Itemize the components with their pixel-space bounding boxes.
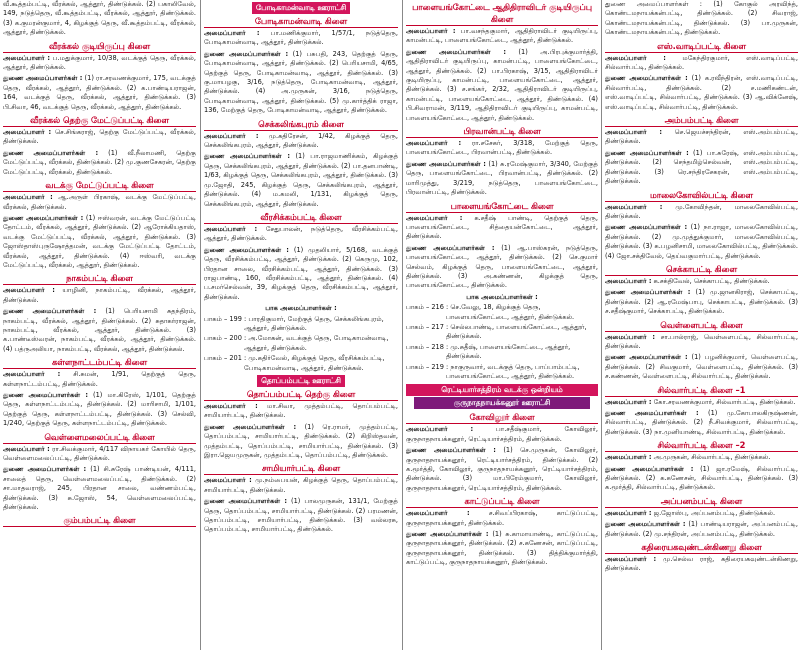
organiser-entry [406, 27, 598, 46]
organiser-entry [605, 398, 798, 407]
organiser-entry [204, 29, 398, 48]
deputy-entry [605, 465, 798, 493]
section-title: போடிகாமன்வாடி கிளை [204, 15, 398, 28]
ward-row [406, 363, 598, 382]
organiser-entry [605, 128, 798, 147]
organiser-entry [605, 509, 798, 518]
section-title: வீரக்கல் தெற்கு மேட்டுப்பட்டி கிளை [3, 114, 196, 127]
deputy-label: துணை அமைப்பாளர்கள் : [605, 464, 694, 473]
deputy-details: (1) பழனிக்குமார், வெள்ளைபட்டி, திண்டுக்கல். (2) சிவகுமார், வெள்ளைபட்டி, திண்டுக்கல். (3) ச.கண்ணன், வெள்ளைபட்டி, சில்வார்பட்டி, திண்டுக்கல். [605, 353, 798, 381]
organiser-entry [406, 425, 598, 444]
continued-text: வீ.கூத்தம்பட்டி, வீரக்கல், ஆத்தூர், திண்டுக்கல். (2) பகாலிவேல், 149, நடுத்தெரு, வீ.கூத்தம்பட்டி, வீரக்கல், ஆத்தூர், திண்டுக்கல். (3) க.குமரன்குமார், 4, கிழக்குத் தெரு, வீ.கூத்தம்பட்டி, வீரக்கல், ஆத்தூர், திண்டுக்கல். [3, 0, 196, 37]
organiser-label: அமைப்பாளர் : [605, 276, 652, 285]
organiser-entry [605, 453, 798, 462]
deputy-details: (1) வீ.நீலாமணி, தெற்கு மேட்டுப்பட்டி, வீரக்கல், திண்டுக்கல். (2) மு.குணசேகரன், தெற்கு மேட்டுப்பட்டி, வீரக்கல், திண்டுக்கல். [3, 148, 196, 176]
deputy-entry [3, 391, 196, 429]
deputy-entry [605, 520, 798, 539]
deputy-entry [406, 48, 598, 123]
deputy-details: (1) ஜா.ரமேஷ், சில்வார்பட்டி, திண்டுக்கல். (2) க.கணேசன், சில்வார்பட்டி, திண்டுக்கல். (3) க.மூர்த்தி, சில்வார்பட்டி, திண்டுக்கல். [605, 464, 798, 492]
column-3 [406, 0, 598, 650]
deputy-label: துணை அமைப்பாளர்கள் : [3, 148, 99, 157]
organiser-details: க.சதீஷ் பாண்டி, தெற்குத் தெரு, பாளையங்கோட்டை, சித்தையன்கோட்டை, ஆத்தூர், திண்டுக்கல். [406, 213, 598, 241]
column-4 [605, 0, 798, 650]
deputy-entry [406, 446, 598, 493]
deputy-entry [406, 530, 598, 568]
organiser-label: அமைப்பாளர் : [204, 131, 259, 140]
deputy-entry [3, 74, 196, 112]
deputy-label: துணை அமைப்பாளர்கள் : [204, 422, 297, 431]
deputy-details: (1) பாலமுருகன், 131/1, மேற்குத் தெரு, தொப்பம்பட்டி, சாமியார்பட்டி, திண்டுக்கல். (2) பரமணன், தொப்பம்பட்டி, சாமியார்பட்டி, திண்டுக்கல். (3) வல்லரசு, தொப்பம்பட்டி, சாமியார்பட்டி, திண்டுக்கல். [204, 497, 398, 534]
deputy-entry [605, 409, 798, 437]
organiser-entry [605, 333, 798, 352]
organiser-label: அமைப்பாளர் : [406, 139, 462, 148]
section-title: காட்டுப்பட்டி கிளை [406, 495, 598, 508]
deputy-entry [3, 214, 196, 270]
organiser-details: சி.சுமன், 1/91, தெற்குத் தெரு, கள்ளநாட்டம்பட்டி, திண்டுக்கல். [3, 370, 196, 388]
ward-organiser: : அ.மோகன், வடக்குத் தெரு, போடிகாமன்வாடி, ஆத்தூர், திண்டுக்கல். [244, 334, 389, 352]
section-title: கோவிலூர் கிளை [406, 411, 598, 424]
deputy-label: துணை அமைப்பாளர்கள் : [605, 223, 688, 232]
deputy-label: துணை அமைப்பாளர்கள் : [406, 159, 486, 168]
organiser-label: அமைப்பாளர் : [3, 370, 61, 379]
deputy-label: துணை அமைப்பாளர்கள் : [204, 245, 289, 254]
organiser-label: அமைப்பாளர் : [204, 224, 258, 233]
organiser-label: அமைப்பாளர் : [605, 128, 663, 137]
organiser-label: அமைப்பாளர் : [406, 27, 456, 35]
ward-organiser: : நாகுருவார், வடக்குத் தெரு, பாப்பாம்பட்டி, பாளையங்கோட்டை, ஆத்தூர், திண்டுக்கல். [446, 362, 580, 380]
deputy-details: (1) ஈஸ்வரன், வடக்கு மேட்டுப்பட்டி தோட்டம், வீரக்கல், ஆத்தூர், திண்டுக்கல். (2) ஆரோக்கியதாஸ், வடக்கு மேட்டுப்பட்டி, வீரக்கல், ஆத்தூர், திண்டுக்கல். (3) ஜோஸ்தாஸ்புருஷோத்தமன், வடக்கு மேட்டுப்பட்டி தோட்டம், வீரக்கல், ஆத்தூர், திண்டுக்கல். (4) ஈஸ்வரி, வடக்கு மேட்டுப்பட்டி, வீரக்கல், ஆத்தூர், திண்டுக்கல். [3, 213, 196, 269]
deputy-details: (1) மா.கிரேஸ், 1/101, தெற்குத் தெரு, கள்ளநாட்டம்பட்டி, திண்டுக்கல். (2) மாரிசாமி, 1/101, தெற்குத் தெரு, கள்ளநாட்டம்பட்டி, திண்டுக்கல். (3) செல்வி, 1/240, தெற்குத் தெரு, கள்ளநாட்டம்பட்டி, திண்டுக்கல். [3, 391, 196, 428]
ward-number: பாகம் – 217 [406, 322, 444, 331]
organiser-entry [204, 476, 398, 495]
organiser-details: ச.சிவப்பிரகாஷ், காட்டுப்பட்டி, குருநாதநாயக்கனூர், திண்டுக்கல். [406, 509, 598, 527]
organiser-label: அமைப்பாளர் : [605, 53, 666, 62]
deputy-entry [605, 149, 798, 187]
deputy-label: துணை அமைப்பாளர்கள் : [605, 288, 691, 297]
organiser-entry [605, 277, 798, 286]
ward-organiser: : பாரதிகுமார், மேற்குத் தெரு, செக்கலிங்கபுரம், ஆத்தூர், திண்டுக்கல். [244, 314, 384, 332]
ward-number: பாகம் – 219 [406, 362, 444, 371]
ward-row [406, 343, 598, 362]
deputy-entry [204, 50, 398, 116]
organiser-label: அமைப்பாளர் : [204, 476, 252, 485]
organiser-label: அமைப்பாளர் : [3, 193, 53, 202]
ward-number: பாகம் – 199 [204, 314, 242, 323]
section-title: கதிரையகவுண்டன்கிணறு கிளை [605, 541, 798, 554]
ward-organiser: : செல்லபாண்டி, பாளையங்கோட்டை, ஆத்தூர், திண்டுக்கல். [446, 322, 587, 341]
organiser-details: அ.முருகன், சில்வார்பட்டி, திண்டுக்கல். [653, 453, 771, 462]
deputy-label: துணை அமைப்பாளர்கள் : [406, 47, 506, 56]
organiser-details: மு.கதிரேசன், 1/42, கிழக்குத் தெரு, செக்கலிங்கபுரம், ஆத்தூர், திண்டுக்கல். [204, 131, 398, 150]
organiser-entry [406, 214, 598, 242]
deputy-details: (1) மு.கோபாலகிருஷ்ணன், சில்வார்பட்டி, திண்டுக்கல். (2) நீ.சிவக்குமார், சில்வார்பட்டி, திண்டுக்கல். (3) நா.முனியாண்டி, சில்வார்பட்டி, திண்டுக்கல். [605, 409, 798, 436]
deputy-details: (1) நா.ராஜா, மாலைகோவில்பட்டி, திண்டுக்கல். (2) மு.முத்துக்குமார், மாலைகோவில்பட்டி, திண்டுக்கல். (3) க.பழனிசாமி, மாலைகோவில்பட்டி, திண்டுக்கல். (4) ஜோ.சக்திவேல், தெய்வகுமார்பட்டி, திண்டுக்கல். [605, 223, 798, 260]
organiser-details: யாழினி, நாகம்பட்டி, வீரக்கல், ஆத்தூர், திண்டுக்கல். [3, 286, 196, 304]
deputy-details: (1) சு.காமாயாண்டி, காட்டுப்பட்டி, குருநாதநாயக்கனூர், திண்டுக்கல். (2) ச.கணேசன், காட்டுப்பட்டி, குருநாதநாயக்கனூர், திண்டுக்கல். (3) தித்திக்குமார்த்தி, காட்டுப்பட்டி, குருநாதநாயக்கனூர், திண்டுக்கல். [406, 530, 598, 567]
ward-number: பாகம் – 200 [204, 334, 242, 343]
organiser-details: ரா.சசேகர், 3/318, மேற்குத் தெரு, பாளையங்கோட்டை, பிரவான்பட்டி, திண்டுக்கல். [406, 139, 598, 157]
organiser-details: பா.வசந்தகுமார், ஆதிதிராவிடர் குடியிருப்பு, காமன்பட்டி, பாளையங்கோட்டை, ஆத்தூர், திண்டுக்கல். [406, 27, 598, 45]
section-title: அப்பனம்பட்டி கிளை [605, 495, 798, 508]
organiser-entry [605, 555, 798, 574]
ward-row [204, 354, 398, 373]
deputy-details: (1) பா.சுரேஷ், எஸ்.அம்பம்பட்டி, திண்டுக்கல். (2) செந்தமிழ்செல்வன், எஸ்.அம்பம்பட்டி, திண்டுக்கல். (3) ரெ.சந்திரசேகரன், எஸ்.அம்பம்பட்டி, திண்டுக்கல். [605, 148, 798, 186]
organiser-details: பா.மணிக்குமார், 1/57/1, நடுத்தெரு, போடிகாமன்வாடி, ஆத்தூர், திண்டுக்கல். [204, 29, 398, 47]
organiser-entry [3, 128, 196, 147]
ward-number: பாகம் – 216 [406, 303, 444, 312]
deputy-label: துணை அமைப்பாளர்கள் : [605, 353, 688, 362]
union-banner: ரெட்டியார்சத்திரம் வடக்கு ஒன்றியம் [406, 384, 598, 396]
organiser-entry [406, 509, 598, 528]
deputy-entry [204, 497, 398, 535]
organiser-entry [605, 203, 798, 222]
organiser-details: ஆ.அருள் பிரகாஷ், வடக்கு மேட்டுப்பட்டி, வீரக்கல், திண்டுக்கல். [3, 193, 196, 211]
section-title: மாலைகோவில்பட்டி கிளை [605, 189, 798, 202]
section-title: அம்பம்பட்டி கிளை [605, 114, 798, 127]
organiser-label: அமைப்பாளர் : [3, 53, 51, 62]
deputy-label: துணை அமைப்பாளர்கள் : [204, 152, 291, 161]
section-title: பிரவான்பட்டி கிளை [406, 125, 598, 138]
organiser-details: சா.பால்ராஜ், வெள்ளைபட்டி, சில்வார்பட்டி, திண்டுக்கல். [605, 332, 798, 350]
deputy-details: (1) முதலியார், 5/168, வடக்குத் தெரு, வீரசிக்கம்பட்டி, ஆத்தூர், திண்டுக்கல். (2) கெருமு, 102, பிரதான சாலை, வீரசிக்கம்பட்டி, ஆத்தூர், திண்டுக்கல். (3) ராஜபாண்டி, 160, வீரசிக்கம்பட்டி, ஆத்தூர், திண்டுக்கல். (4) ப.சமர்செல்வன், 39, கிழக்குத் தெரு, வீரசிக்கம்பட்டி, ஆத்தூர், திண்டுக்கல். [204, 245, 398, 301]
deputy-entry [605, 288, 798, 316]
deputy-label: துணை அமைப்பாளர்கள் : [406, 530, 489, 539]
organiser-details: ரா.சிவக்குமார், 4/117 விநாயகர் கோயில் தெரு, வெள்ளைமலைப்பட்டி, திண்டுக்கல். [3, 444, 196, 463]
section-title: வெள்ளைமலைப்பட்டி கிளை [3, 431, 196, 444]
organiser-entry [3, 286, 196, 305]
organiser-label: அமைப்பாளர் : [605, 332, 656, 341]
column-1 [3, 0, 196, 650]
deputy-entry [406, 244, 598, 291]
organiser-entry [204, 225, 398, 244]
panchayat-banner: தொப்பம்பட்டி ஊராட்சி [257, 375, 345, 387]
section-title: செக்காபட்டி கிளை [605, 263, 798, 276]
organiser-details: மு.கோவிந்தன், மாலைகோவில்பட்டி, திண்டுக்கல். [605, 202, 798, 220]
ward-row [204, 315, 398, 334]
deputy-label: துணை அமைப்பாளர்கள் : [204, 497, 288, 506]
organiser-entry [3, 54, 196, 73]
section-title: தொப்பம்பட்டி தெற்கு கிளை [204, 388, 398, 401]
deputy-label: துணை அமைப்பாளர்கள் : [605, 74, 688, 83]
organiser-label: அமைப்பாளர் : [605, 555, 657, 564]
ward-row [406, 303, 598, 322]
organiser-entry [605, 54, 798, 73]
deputy-details: (1) பா.ராஜமாணிக்கம், கிழக்குத் தெரு, செக்கலிங்கபுரம், ஆத்தூர், திண்டுக்கல். (2) பா.தனபாண்டி, 1/63, கிழக்குத் தெரு, செக்கலிங்கபுரம், ஆத்தூர், திண்டுக்கல். (3) மு.ஜோதி, 245, கிழக்குத் தெரு, செக்கலிங்கபுரம், ஆத்தூர், திண்டுக்கல். (4) ம.கமலி, 1/131, கிழக்குத் தெரு, செக்கலிங்கபுரம், ஆத்தூர், திண்டுக்கல். [204, 152, 398, 208]
organiser-entry [406, 139, 598, 158]
ward-organiser: : மு.சுதீஷ், பாளையங்கோட்டை, ஆத்தூர், திண்டுக்கல். [446, 342, 571, 361]
organiser-details: ப.மதுக்குமார், 10/38, வடக்குத் தெரு, வீரக்கல், ஆத்தூர், திண்டுக்கல். [3, 53, 196, 72]
deputy-entry [3, 465, 196, 512]
deputy-label: துணை அமைப்பாளர்கள் : [3, 307, 97, 316]
column-2 [204, 0, 398, 650]
deputy-label: துணை அமைப்பாளர்கள் : [3, 213, 84, 222]
deputy-label: துணை அமைப்பாளர்கள் : [605, 520, 686, 529]
deputy-details: (1) பெரியசாமி சுதந்திரம், நாகம்பட்டி, வீரக்கல், ஆத்தூர், திண்டுக்கல். (2) சுதாகர்ராஜன், நாகம்பட்டி, வீரக்கல், ஆத்தூர், திண்டுக்கல். (3) க.பாண்டீஸ்வரன், நாகம்பட்டி, வீரக்கல், ஆத்தூர், திண்டுக்கல். (4) பத்ருஅலியா, நாகம்பட்டி, வீரக்கல், ஆத்தூர், திண்டுக்கல். [3, 307, 196, 353]
organiser-entry [3, 193, 196, 212]
ward-organisers-heading: பாக அமைப்பாளர்கள் : [265, 304, 337, 313]
section-title: கள்ளநாட்டம்பட்டி கிளை [3, 356, 196, 369]
section-title: வீரக்கல் குடியிருப்பு கிளை [3, 40, 196, 53]
organiser-label: அமைப்பாளர் : [605, 397, 652, 406]
organiser-entry [3, 370, 196, 389]
deputy-details: (1) பாண்டியராஜன், அப்பனம்பட்டி, திண்டுக்கல். (2) மு.சந்திரன், அப்பனம்பட்டி, திண்டுக்கல். [605, 520, 798, 538]
panchayat-banner: போடிகாமன்வாடி ஊராட்சி [252, 2, 350, 14]
organiser-details: மா.சிவா, முத்தம்பட்டி, தொப்பம்பட்டி, சாமியார்பட்டி, திண்டுக்கல். [204, 402, 398, 420]
ward-organiser: : மு.கதிர்வேல், கிழக்குத் தெரு, வீரசிக்கம்பட்டி, போடிகாமன்வாடி, ஆத்தூர், திண்டுக்கல். [244, 354, 385, 372]
deputy-details: (1) ரா.சரவணக்குமார், 175, வடக்குத் தெரு, வீரக்கல், ஆத்தூர், திண்டுக்கல். (2) க.பாண்டியராஜன், 164, வடக்குத் தெரு, வீரக்கல், ஆத்தூர், திண்டுக்கல். (3) பி.சிவா, 46, வடக்குத் தெரு, வீரக்கல், ஆத்தூர், திண்டுக்கல். [3, 74, 196, 111]
organiser-label: அமைப்பாளர் : [204, 402, 258, 410]
organiser-details: மு.செல்வ ராஜ், கதிரையகவுண்டன்கிணறு, திண்டுக்கல். [605, 555, 798, 573]
ward-organisers-heading: பாக அமைப்பாளர்கள் : [466, 292, 538, 301]
deputy-details: (1) பசுபதி, 243, தெற்குத் தெரு, போடிகாமன்வாடி, ஆத்தூர், திண்டுக்கல். (2) பெரியசாமி, 4/65, தெற்குத் தெரு, போடிகாமன்வாடி, ஆத்தூர், திண்டுக்கல். (3) கு.மாயழகு, 3/16, நடுத்தெரு, போடிகாமன்வாடி, ஆத்தூர், திண்டுக்கல். (4) அ.முருகன், 3/16, நடுத்தெரு, போடிகாமன்வாடி, ஆத்தூர், திண்டுக்கல். (5) மு.கார்த்திக் ராஜா, 136, மேற்குத் தெரு, போடிகாமன்வாடி, ஆத்தூர், திண்டுக்கல். [204, 49, 398, 115]
deputy-label: துணை அமைப்பாளர்கள் : [605, 148, 689, 157]
deputy-label: துணை அமைப்பாளர்கள் : [3, 391, 89, 399]
deputy-entry [605, 74, 798, 112]
continued-text: துணை அமைப்பாளர்கள் : (1) கோகுல் அரவிந்த், கொண்டமநாயக்கன்பட்டி, திண்டுக்கல். (2) சிவராஜ், கொண்டமநாயக்கன்பட்டி, திண்டுக்கல். (3) பா.முருகன், கொண்டமநாயக்கன்பட்டி, திண்டுக்கல். [605, 0, 798, 37]
deputy-entry [204, 246, 398, 302]
deputy-entry [605, 223, 798, 261]
deputy-details: (1) ஆ.பாஸ்கரன், நடுத்தெரு, பாளையங்கோட்டை, ஆத்தூர், திண்டுக்கல். (2) செ.குமார் செல்வம், கிழக்குத் தெரு, பாளையங்கோட்டை, ஆத்தூர், திண்டுக்கல். (3) அ.கண்ணன், கிழக்குத் தெரு, பாளையங்கோட்டை, திண்டுக்கல். [406, 243, 598, 290]
deputy-entry [3, 307, 196, 354]
deputy-label: துணை அமைப்பாளர்கள் : [406, 446, 496, 455]
panchayat-banner: குருநாதநாயக்கனூர் ஊராட்சி [414, 397, 590, 409]
organiser-details: ஜ.ஜோஸ்பு, அப்பனம்பட்டி, திண்டுக்கல். [653, 508, 776, 517]
section-title: சில்வார்பட்டி கிளை –2 [605, 439, 798, 452]
organiser-details: செ.ஜெயச்சந்திரன், எஸ்.அம்பம்பட்டி, திண்டுக்கல். [605, 128, 798, 146]
section-title: பாளையங்கோட்டை கிளை [406, 200, 598, 213]
section-title: செக்கலிங்கபுரம் கிளை [204, 118, 398, 131]
organiser-entry [204, 132, 398, 151]
deputy-label: துணை அமைப்பாளர்கள் : [3, 465, 87, 474]
organiser-details: சேதுபாலன், நடுத்தெரு, வீரசிக்கம்பட்டி, ஆத்தூர், திண்டுக்கல். [204, 224, 398, 243]
organiser-label: அமைப்பாளர் : [204, 29, 260, 37]
organiser-label: அமைப்பாளர் : [406, 425, 474, 434]
deputy-details: (1) மு.ஜானகிராஜ், செக்காபட்டி, திண்டுக்கல். (2) ஆ.ரமேஷ்பாபு, செக்காபட்டி, திண்டுக்கல். (3) ச.சதீஷ்குமார், செக்காபட்டி, திண்டுக்கல். [605, 288, 798, 316]
deputy-details: (1) அ.பிரபுக்குமார்த்தி, ஆதிதிராவிடர் குடியிருப்பு, காமன்பட்டி, பாளையங்கோட்டை, ஆத்தூர், திண்டுக்கல். (2) பா.பிரகாஷ், 3/15, ஆதிதிராவிடர் குடியிருப்பு, காமன்பட்டி, பாளையங்கோட்டை, ஆத்தூர், திண்டுக்கல். (3) ச.சங்கர், 2/32, ஆதிதிராவிடர் குடியிருப்பு, காமன்பட்டி, பாளையங்கோட்டை, ஆத்தூர், திண்டுக்கல். (4) பி.சிவராமன், 3/119, ஆதிதிராவிடர் குடியிருப்பு, காமன்பட்டி, பாளையங்கோட்டை, ஆத்தூர், திண்டுக்கல். [406, 47, 598, 122]
organiser-details: கோ.சரவணக்குமார், சில்வார்பட்டி, திண்டுக்கல். [653, 397, 796, 406]
organiser-details: மு.நம்பையன், கிழக்குத் தெரு, தொப்பம்பட்டி, சாமியார்பட்டி, திண்டுக்கல். [204, 476, 398, 494]
deputy-entry [406, 160, 598, 198]
deputy-label: துணை அமைப்பாளர்கள் : [204, 49, 289, 58]
ward-organiser: : செ.வேலு, 18, கிழக்குத் தெரு, பாளையங்கோட்டை, ஆத்தூர், திண்டுக்கல். [446, 303, 575, 321]
column-divider [402, 0, 403, 650]
deputy-entry [204, 152, 398, 208]
section-title: வடக்கு மேட்டுப்பட்டி கிளை [3, 179, 196, 192]
organiser-label: அமைப்பாளர் : [605, 453, 652, 462]
section-title: சாமியார்பட்டி கிளை [204, 462, 398, 475]
organiser-details: க.சக்திவேல், செக்காபட்டி, திண்டுக்கல். [653, 276, 770, 285]
deputy-details: (1) ரெ.ராமர், முத்தம்பட்டி, தொப்பம்பட்டி, சாமியார்பட்டி, திண்டுக்கல். (2) கிறிஸ்தவன், முத்தம்பட்டி, தொப்பம்பட்டி, சாமியார்பட்டி, திண்டுக்கல். (3) இரா.ஜெயமுருகன், முத்தம்பட்டி, தொப்பம்பட்டி, திண்டுக்கல். [204, 422, 398, 460]
deputy-details: (1) சி.சுரேஷ் பாண்டியன், 4/111, சாலைத் தெரு, வெள்ளைமலைப்பட்டி, திண்டுக்கல். (2) சா.மாதவராஜ், 245, பிரதான சாலை, வண்ணம்பட்டி, திண்டுக்கல். (3) சு.ஜோஸ், 54, வெள்ளைமலைப்பட்டி, திண்டுக்கல். [3, 465, 196, 512]
ward-row [406, 323, 598, 342]
deputy-entry [605, 353, 798, 381]
section-title: பாளையங்கோட்டை ஆதிதிராவிடர் குடியிருப்பு கிளை [406, 1, 598, 26]
organiser-entry [204, 402, 398, 421]
section-title: வீரசிக்கம்பட்டி கிளை [204, 211, 398, 224]
organiser-label: அமைப்பாளர் : [3, 286, 55, 295]
organiser-entry [3, 445, 196, 464]
organiser-details: மகேந்திரகுமார், எஸ்.வாடிப்பட்டி, சில்வார்பட்டி, திண்டுக்கல். [605, 53, 798, 72]
section-title: சில்வார்பட்டி கிளை –1 [605, 384, 798, 397]
organiser-details: பா.சதீஷ்குமார், கோவிலூர், குருநாதநாயக்கனூர், ரெட்டியார்சத்திரம், திண்டுக்கல். [406, 425, 598, 443]
deputy-entry [204, 423, 398, 461]
organiser-label: அமைப்பாளர் : [406, 509, 470, 518]
deputy-label: துணை அமைப்பாளர்கள் : [3, 74, 83, 83]
organiser-label: அமைப்பாளர் : [605, 508, 652, 517]
deputy-details: (1) சு.ரமேஷ்குமார், 3/340, மேற்குத் தெரு, பாளையங்கோட்டை, பிரவான்பட்டி, திண்டுக்கல். (2) மாரிமுத்து, 3/219, நடுத்தெரு, பாளையங்கோட்டை, பிரவான்பட்டி, திண்டுக்கல். [406, 159, 598, 197]
column-divider [601, 0, 602, 650]
organiser-label: அமைப்பாளர் : [605, 202, 663, 211]
deputy-details: (1) க.ரவீந்திரன், எஸ்.வாடிப்பட்டி, சில்வார்பட்டி, திண்டுக்கல். (2) ச.மணிகண்டன், எஸ்.வாடிப்பட்டி, சில்வார்பட்டி, திண்டுக்கல். (3) ஆ.விக்னேஷ், எஸ்.வாடிப்பட்டி, சில்வார்பட்டி, திண்டுக்கல். [605, 74, 798, 111]
section-title: எஸ்.வாடிப்பட்டி கிளை [605, 40, 798, 53]
ward-row [204, 334, 398, 353]
deputy-label: துணை அமைப்பாளர்கள் : [406, 243, 495, 252]
organiser-label: அமைப்பாளர் : [406, 213, 463, 222]
deputy-details: (1) செ.முருகன், கோவிலூர், குருநாதநாயக்கனூர், ரெட்டியார்சத்திரம், திண்டுக்கல். (2) க.மூர்த்தி, கோவிலூர், குருநாதநாயக்கனூர், ரெட்டியார்சத்திரம், திண்டுக்கல். (3) மா.பிரேம்குமார், கோவிலூர், குருநாதநாயக்கனூர், ரெட்டியார்சத்திரம், திண்டுக்கல். [406, 446, 598, 492]
organiser-label: அமைப்பாளர் : [3, 128, 52, 137]
section-title: வெள்ளைபட்டி கிளை [605, 319, 798, 332]
ward-number: பாகம் – 218 [406, 342, 444, 351]
organiser-label: அமைப்பாளர் : [3, 444, 50, 453]
ward-number: பாகம் – 201 [204, 354, 242, 363]
organiser-details: செ.சிங்கராஜ், தெற்கு மேட்டுப்பட்டி, வீரக்கல், திண்டுக்கல். [3, 128, 196, 146]
deputy-entry [3, 149, 196, 177]
section-title: நாகம்பட்டி கிளை [3, 272, 196, 285]
deputy-label: துணை அமைப்பாளர்கள் : [605, 409, 699, 417]
column-divider [200, 0, 201, 650]
section-title: கும்பம்பட்டி கிளை [3, 514, 196, 527]
